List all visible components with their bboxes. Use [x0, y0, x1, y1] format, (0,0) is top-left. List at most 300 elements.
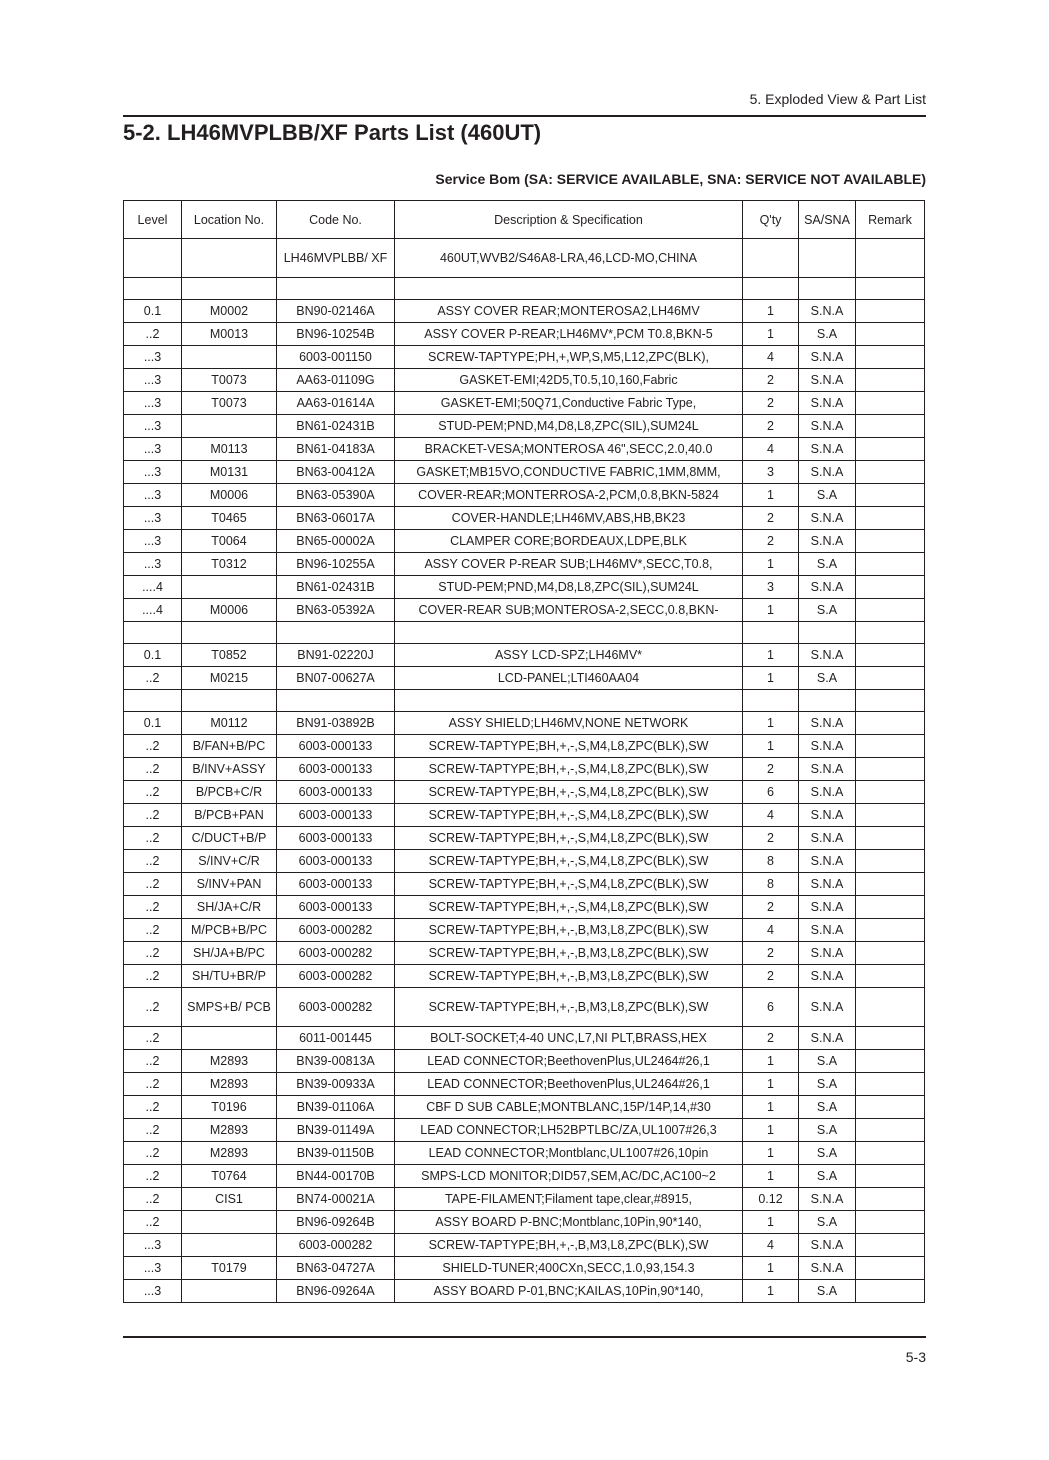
table-row: [124, 484, 925, 507]
cell-sa-sna: S.N.A: [799, 644, 856, 667]
cell-location: SH/JA+C/R: [182, 896, 277, 919]
cell-level: ..2: [124, 1050, 182, 1073]
cell-remark: [856, 965, 925, 988]
cell-level: ....4: [124, 576, 182, 599]
cell-sa-sna: S.A: [799, 667, 856, 690]
cell-qty: 2: [743, 415, 799, 438]
cell-remark: [856, 461, 925, 484]
cell-level: ..2: [124, 896, 182, 919]
cell-remark: [856, 919, 925, 942]
cell-qty: 2: [743, 758, 799, 781]
cell-level: ..2: [124, 827, 182, 850]
cell-description: SCREW-TAPTYPE;BH,+,-,S,M4,L8,ZPC(BLK),SW: [395, 781, 743, 804]
table-row: [124, 712, 925, 735]
cell-code: BN96-10255A: [277, 553, 395, 576]
cell-level: ..2: [124, 667, 182, 690]
cell-description: SCREW-TAPTYPE;BH,+,-,S,M4,L8,ZPC(BLK),SW: [395, 735, 743, 758]
cell-level: ..2: [124, 804, 182, 827]
cell-code: BN63-06017A: [277, 507, 395, 530]
cell-qty: 2: [743, 530, 799, 553]
cell-level: ..2: [124, 1027, 182, 1050]
cell-level: ...3: [124, 392, 182, 415]
cell-code: BN96-09264B: [277, 1211, 395, 1234]
cell-description: 460UT,WVB2/S46A8-LRA,46,LCD-MO,CHINA: [395, 239, 743, 278]
cell-description: LCD-PANEL;LTI460AA04: [395, 667, 743, 690]
cell-remark: [856, 1096, 925, 1119]
cell-location: T0852: [182, 644, 277, 667]
cell-description: ASSY BOARD P-BNC;Montblanc,10Pin,90*140,: [395, 1211, 743, 1234]
cell-code: BN61-04183A: [277, 438, 395, 461]
cell-description: SCREW-TAPTYPE;BH,+,-,S,M4,L8,ZPC(BLK),SW: [395, 758, 743, 781]
cell-remark: [856, 988, 925, 1027]
cell-location: T0465: [182, 507, 277, 530]
cell-qty: 3: [743, 461, 799, 484]
cell-code: [277, 690, 395, 712]
cell-code: 6003-000133: [277, 896, 395, 919]
cell-sa-sna: S.N.A: [799, 1234, 856, 1257]
cell-location: M2893: [182, 1073, 277, 1096]
cell-qty: 2: [743, 827, 799, 850]
table-row: [124, 278, 925, 300]
cell-qty: 8: [743, 873, 799, 896]
cell-sa-sna: S.A: [799, 1211, 856, 1234]
cell-remark: [856, 1234, 925, 1257]
cell-remark: [856, 644, 925, 667]
page-title: 5-2. LH46MVPLBB/XF Parts List (460UT): [123, 120, 542, 145]
cell-remark: [856, 415, 925, 438]
cell-qty: 4: [743, 438, 799, 461]
cell-qty: 4: [743, 1234, 799, 1257]
cell-qty: 1: [743, 644, 799, 667]
cell-description: LEAD CONNECTOR;BeethovenPlus,UL2464#26,1: [395, 1050, 743, 1073]
cell-level: ..2: [124, 988, 182, 1027]
cell-qty: 1: [743, 1142, 799, 1165]
cell-qty: 1: [743, 667, 799, 690]
table-row: [124, 1096, 925, 1119]
cell-code: BN90-02146A: [277, 300, 395, 323]
table-row: [124, 1050, 925, 1073]
cell-description: [395, 690, 743, 712]
cell-description: SCREW-TAPTYPE;BH,+,-,S,M4,L8,ZPC(BLK),SW: [395, 850, 743, 873]
cell-level: ..2: [124, 1211, 182, 1234]
cell-qty: 4: [743, 919, 799, 942]
cell-sa-sna: S.N.A: [799, 942, 856, 965]
cell-remark: [856, 369, 925, 392]
cell-level: [124, 690, 182, 712]
cell-code: 6003-001150: [277, 346, 395, 369]
cell-code: 6003-000133: [277, 735, 395, 758]
cell-location: M2893: [182, 1050, 277, 1073]
cell-sa-sna: S.A: [799, 553, 856, 576]
cell-sa-sna: S.A: [799, 599, 856, 622]
cell-code: 6003-000133: [277, 758, 395, 781]
cell-sa-sna: [799, 239, 856, 278]
cell-remark: [856, 1280, 925, 1303]
cell-remark: [856, 1165, 925, 1188]
cell-qty: 2: [743, 942, 799, 965]
cell-code: BN39-00813A: [277, 1050, 395, 1073]
cell-level: ..2: [124, 1188, 182, 1211]
cell-level: ...3: [124, 369, 182, 392]
table-row: [124, 576, 925, 599]
cell-code: BN74-00021A: [277, 1188, 395, 1211]
cell-location: M0013: [182, 323, 277, 346]
cell-code: BN91-02220J: [277, 644, 395, 667]
cell-sa-sna: S.A: [799, 323, 856, 346]
cell-code: BN61-02431B: [277, 576, 395, 599]
cell-remark: [856, 873, 925, 896]
cell-location: M/PCB+B/PC: [182, 919, 277, 942]
cell-location: [182, 278, 277, 300]
cell-level: 0.1: [124, 300, 182, 323]
cell-location: M0006: [182, 484, 277, 507]
cell-level: ..2: [124, 735, 182, 758]
cell-qty: 4: [743, 804, 799, 827]
cell-code: 6003-000282: [277, 942, 395, 965]
cell-sa-sna: S.A: [799, 1165, 856, 1188]
cell-location: B/PCB+C/R: [182, 781, 277, 804]
cell-location: M2893: [182, 1119, 277, 1142]
cell-code: 6003-000282: [277, 988, 395, 1027]
table-row: [124, 323, 925, 346]
cell-location: T0073: [182, 369, 277, 392]
cell-sa-sna: S.N.A: [799, 438, 856, 461]
table-row: [124, 690, 925, 712]
table-row: [124, 735, 925, 758]
cell-level: ..2: [124, 758, 182, 781]
cell-code: LH46MVPLBB/ XF: [277, 239, 395, 278]
cell-remark: [856, 690, 925, 712]
cell-remark: [856, 278, 925, 300]
cell-level: ...3: [124, 1234, 182, 1257]
cell-code: BN96-09264A: [277, 1280, 395, 1303]
cell-description: ASSY SHIELD;LH46MV,NONE NETWORK: [395, 712, 743, 735]
cell-description: SCREW-TAPTYPE;BH,+,-,S,M4,L8,ZPC(BLK),SW: [395, 896, 743, 919]
table-row: [124, 461, 925, 484]
cell-level: [124, 622, 182, 644]
top-divider: [123, 115, 926, 117]
cell-description: COVER-HANDLE;LH46MV,ABS,HB,BK23: [395, 507, 743, 530]
cell-remark: [856, 1119, 925, 1142]
cell-sa-sna: S.N.A: [799, 735, 856, 758]
cell-qty: 1: [743, 323, 799, 346]
table-row: [124, 1234, 925, 1257]
cell-level: ...3: [124, 530, 182, 553]
cell-level: [124, 278, 182, 300]
cell-description: SCREW-TAPTYPE;BH,+,-,B,M3,L8,ZPC(BLK),SW: [395, 942, 743, 965]
cell-remark: [856, 804, 925, 827]
cell-sa-sna: S.A: [799, 1142, 856, 1165]
cell-level: ..2: [124, 919, 182, 942]
cell-sa-sna: S.N.A: [799, 507, 856, 530]
cell-location: C/DUCT+B/P: [182, 827, 277, 850]
cell-location: SMPS+B/ PCB: [182, 988, 277, 1027]
cell-remark: [856, 484, 925, 507]
column-header-description: Description & Specification: [395, 201, 743, 239]
cell-description: GASKET-EMI;50Q71,Conductive Fabric Type,: [395, 392, 743, 415]
cell-sa-sna: S.N.A: [799, 300, 856, 323]
cell-code: 6011-001445: [277, 1027, 395, 1050]
cell-qty: 4: [743, 346, 799, 369]
cell-code: BN65-00002A: [277, 530, 395, 553]
table-row: [124, 873, 925, 896]
cell-code: BN39-01150B: [277, 1142, 395, 1165]
cell-sa-sna: S.A: [799, 1096, 856, 1119]
cell-description: BRACKET-VESA;MONTEROSA 46",SECC,2.0,40.0: [395, 438, 743, 461]
cell-description: LEAD CONNECTOR;LH52BPTLBC/ZA,UL1007#26,3: [395, 1119, 743, 1142]
cell-level: 0.1: [124, 712, 182, 735]
cell-code: BN61-02431B: [277, 415, 395, 438]
cell-location: M0002: [182, 300, 277, 323]
table-row: [124, 1188, 925, 1211]
cell-level: ...3: [124, 507, 182, 530]
cell-description: LEAD CONNECTOR;Montblanc,UL1007#26,10pin: [395, 1142, 743, 1165]
cell-level: ...3: [124, 438, 182, 461]
cell-location: B/PCB+PAN: [182, 804, 277, 827]
cell-location: S/INV+PAN: [182, 873, 277, 896]
cell-qty: 2: [743, 1027, 799, 1050]
cell-description: SCREW-TAPTYPE;BH,+,-,B,M3,L8,ZPC(BLK),SW: [395, 965, 743, 988]
cell-remark: [856, 392, 925, 415]
cell-description: SMPS-LCD MONITOR;DID57,SEM,AC/DC,AC100~2: [395, 1165, 743, 1188]
cell-sa-sna: S.N.A: [799, 1188, 856, 1211]
cell-qty: 1: [743, 1073, 799, 1096]
cell-remark: [856, 1211, 925, 1234]
cell-description: SCREW-TAPTYPE;BH,+,-,B,M3,L8,ZPC(BLK),SW: [395, 919, 743, 942]
cell-level: ...3: [124, 1257, 182, 1280]
cell-qty: [743, 622, 799, 644]
table-row: [124, 965, 925, 988]
table-row: [124, 942, 925, 965]
cell-sa-sna: S.N.A: [799, 346, 856, 369]
cell-qty: 1: [743, 300, 799, 323]
cell-qty: 1: [743, 1096, 799, 1119]
table-row: [124, 553, 925, 576]
cell-remark: [856, 942, 925, 965]
cell-sa-sna: S.N.A: [799, 712, 856, 735]
cell-sa-sna: S.N.A: [799, 1027, 856, 1050]
cell-code: BN39-01149A: [277, 1119, 395, 1142]
table-body: [124, 239, 925, 1303]
cell-qty: 1: [743, 1165, 799, 1188]
cell-sa-sna: S.A: [799, 484, 856, 507]
table-row: [124, 827, 925, 850]
cell-qty: [743, 690, 799, 712]
cell-qty: 2: [743, 965, 799, 988]
cell-description: ASSY COVER REAR;MONTEROSA2,LH46MV: [395, 300, 743, 323]
cell-description: SCREW-TAPTYPE;BH,+,-,B,M3,L8,ZPC(BLK),SW: [395, 988, 743, 1027]
cell-code: BN39-00933A: [277, 1073, 395, 1096]
cell-level: ..2: [124, 1073, 182, 1096]
cell-location: [182, 1234, 277, 1257]
cell-qty: 1: [743, 599, 799, 622]
table-row: [124, 1280, 925, 1303]
cell-description: CBF D SUB CABLE;MONTBLANC,15P/14P,14,#30: [395, 1096, 743, 1119]
cell-sa-sna: S.N.A: [799, 1257, 856, 1280]
cell-remark: [856, 1257, 925, 1280]
table-row: [124, 1119, 925, 1142]
cell-location: M0112: [182, 712, 277, 735]
cell-location: [182, 1280, 277, 1303]
cell-code: BN63-00412A: [277, 461, 395, 484]
column-header-qty: Q'ty: [743, 201, 799, 239]
cell-description: [395, 622, 743, 644]
cell-description: GASKET;MB15VO,CONDUCTIVE FABRIC,1MM,8MM,: [395, 461, 743, 484]
cell-qty: 1: [743, 1211, 799, 1234]
table-row: [124, 300, 925, 323]
column-header-sa-sna: SA/SNA: [799, 201, 856, 239]
cell-location: T0196: [182, 1096, 277, 1119]
cell-remark: [856, 622, 925, 644]
page-number: 5-3: [905, 1349, 926, 1365]
cell-location: [182, 690, 277, 712]
cell-level: ...3: [124, 1280, 182, 1303]
cell-level: ..2: [124, 965, 182, 988]
cell-qty: 8: [743, 850, 799, 873]
service-bom-legend: Service Bom (SA: SERVICE AVAILABLE, SNA: SERVICE NOT AVAILABLE): [435, 171, 926, 187]
cell-remark: [856, 239, 925, 278]
cell-level: ..2: [124, 850, 182, 873]
cell-description: CLAMPER CORE;BORDEAUX,LDPE,BLK: [395, 530, 743, 553]
cell-location: M2893: [182, 1142, 277, 1165]
cell-remark: [856, 599, 925, 622]
cell-location: [182, 239, 277, 278]
column-header-code: Code No.: [277, 201, 395, 239]
cell-code: 6003-000133: [277, 850, 395, 873]
cell-level: ...3: [124, 346, 182, 369]
table-row: [124, 667, 925, 690]
cell-level: ..2: [124, 1119, 182, 1142]
cell-location: [182, 1211, 277, 1234]
cell-description: LEAD CONNECTOR;BeethovenPlus,UL2464#26,1: [395, 1073, 743, 1096]
cell-sa-sna: S.N.A: [799, 369, 856, 392]
cell-qty: 1: [743, 1050, 799, 1073]
cell-location: [182, 346, 277, 369]
cell-qty: 1: [743, 712, 799, 735]
cell-level: ..2: [124, 323, 182, 346]
cell-description: BOLT-SOCKET;4-40 UNC,L7,NI PLT,BRASS,HEX: [395, 1027, 743, 1050]
cell-qty: 1: [743, 1280, 799, 1303]
cell-qty: [743, 278, 799, 300]
cell-description: SCREW-TAPTYPE;BH,+,-,S,M4,L8,ZPC(BLK),SW: [395, 827, 743, 850]
cell-qty: 0.12: [743, 1188, 799, 1211]
cell-sa-sna: S.N.A: [799, 850, 856, 873]
cell-remark: [856, 850, 925, 873]
bottom-divider: [123, 1336, 926, 1338]
cell-description: TAPE-FILAMENT;Filament tape,clear,#8915,: [395, 1188, 743, 1211]
cell-sa-sna: S.N.A: [799, 988, 856, 1027]
cell-remark: [856, 758, 925, 781]
table-row: [124, 1027, 925, 1050]
cell-sa-sna: S.A: [799, 1050, 856, 1073]
cell-code: BN44-00170B: [277, 1165, 395, 1188]
cell-level: 0.1: [124, 644, 182, 667]
cell-qty: 6: [743, 781, 799, 804]
cell-location: T0312: [182, 553, 277, 576]
cell-qty: [743, 239, 799, 278]
column-header-location: Location No.: [182, 201, 277, 239]
cell-remark: [856, 300, 925, 323]
table-row: [124, 239, 925, 278]
cell-remark: [856, 781, 925, 804]
cell-code: BN07-00627A: [277, 667, 395, 690]
cell-location: SH/JA+B/PC: [182, 942, 277, 965]
cell-remark: [856, 438, 925, 461]
cell-qty: 6: [743, 988, 799, 1027]
cell-code: BN63-05390A: [277, 484, 395, 507]
cell-remark: [856, 1142, 925, 1165]
cell-sa-sna: S.N.A: [799, 919, 856, 942]
cell-level: ..2: [124, 1165, 182, 1188]
cell-sa-sna: [799, 278, 856, 300]
cell-remark: [856, 1050, 925, 1073]
cell-qty: 1: [743, 1257, 799, 1280]
cell-code: 6003-000282: [277, 965, 395, 988]
cell-remark: [856, 553, 925, 576]
cell-location: [182, 1027, 277, 1050]
cell-sa-sna: [799, 690, 856, 712]
table-row: [124, 1142, 925, 1165]
cell-location: M0131: [182, 461, 277, 484]
cell-level: ...3: [124, 415, 182, 438]
cell-description: COVER-REAR SUB;MONTEROSA-2,SECC,0.8,BKN-: [395, 599, 743, 622]
table-row: [124, 919, 925, 942]
cell-level: ...3: [124, 484, 182, 507]
cell-code: BN96-10254B: [277, 323, 395, 346]
cell-code: 6003-000282: [277, 919, 395, 942]
cell-sa-sna: S.N.A: [799, 415, 856, 438]
cell-location: CIS1: [182, 1188, 277, 1211]
cell-description: ASSY BOARD P-01,BNC;KAILAS,10Pin,90*140,: [395, 1280, 743, 1303]
cell-level: [124, 239, 182, 278]
cell-remark: [856, 507, 925, 530]
cell-qty: 2: [743, 896, 799, 919]
cell-code: BN63-05392A: [277, 599, 395, 622]
cell-qty: 2: [743, 392, 799, 415]
cell-sa-sna: S.N.A: [799, 827, 856, 850]
cell-description: STUD-PEM;PND,M4,D8,L8,ZPC(SIL),SUM24L: [395, 415, 743, 438]
table-row: [124, 850, 925, 873]
cell-sa-sna: [799, 622, 856, 644]
cell-location: S/INV+C/R: [182, 850, 277, 873]
cell-remark: [856, 827, 925, 850]
cell-description: SCREW-TAPTYPE;BH,+,-,S,M4,L8,ZPC(BLK),SW: [395, 873, 743, 896]
table-row: [124, 1257, 925, 1280]
cell-sa-sna: S.N.A: [799, 804, 856, 827]
cell-qty: 1: [743, 553, 799, 576]
cell-location: T0764: [182, 1165, 277, 1188]
section-header: 5. Exploded View & Part List: [749, 91, 926, 107]
cell-sa-sna: S.N.A: [799, 392, 856, 415]
cell-sa-sna: S.N.A: [799, 965, 856, 988]
cell-location: B/INV+ASSY: [182, 758, 277, 781]
cell-code: AA63-01614A: [277, 392, 395, 415]
cell-sa-sna: S.N.A: [799, 873, 856, 896]
table-row: [124, 622, 925, 644]
table-row: [124, 988, 925, 1027]
cell-qty: 1: [743, 735, 799, 758]
cell-sa-sna: S.N.A: [799, 530, 856, 553]
cell-location: T0073: [182, 392, 277, 415]
table-row: [124, 1211, 925, 1234]
cell-sa-sna: S.N.A: [799, 461, 856, 484]
cell-level: ..2: [124, 942, 182, 965]
cell-qty: 3: [743, 576, 799, 599]
column-header-level: Level: [124, 201, 182, 239]
table-row: [124, 415, 925, 438]
cell-level: ..2: [124, 873, 182, 896]
cell-remark: [856, 1027, 925, 1050]
